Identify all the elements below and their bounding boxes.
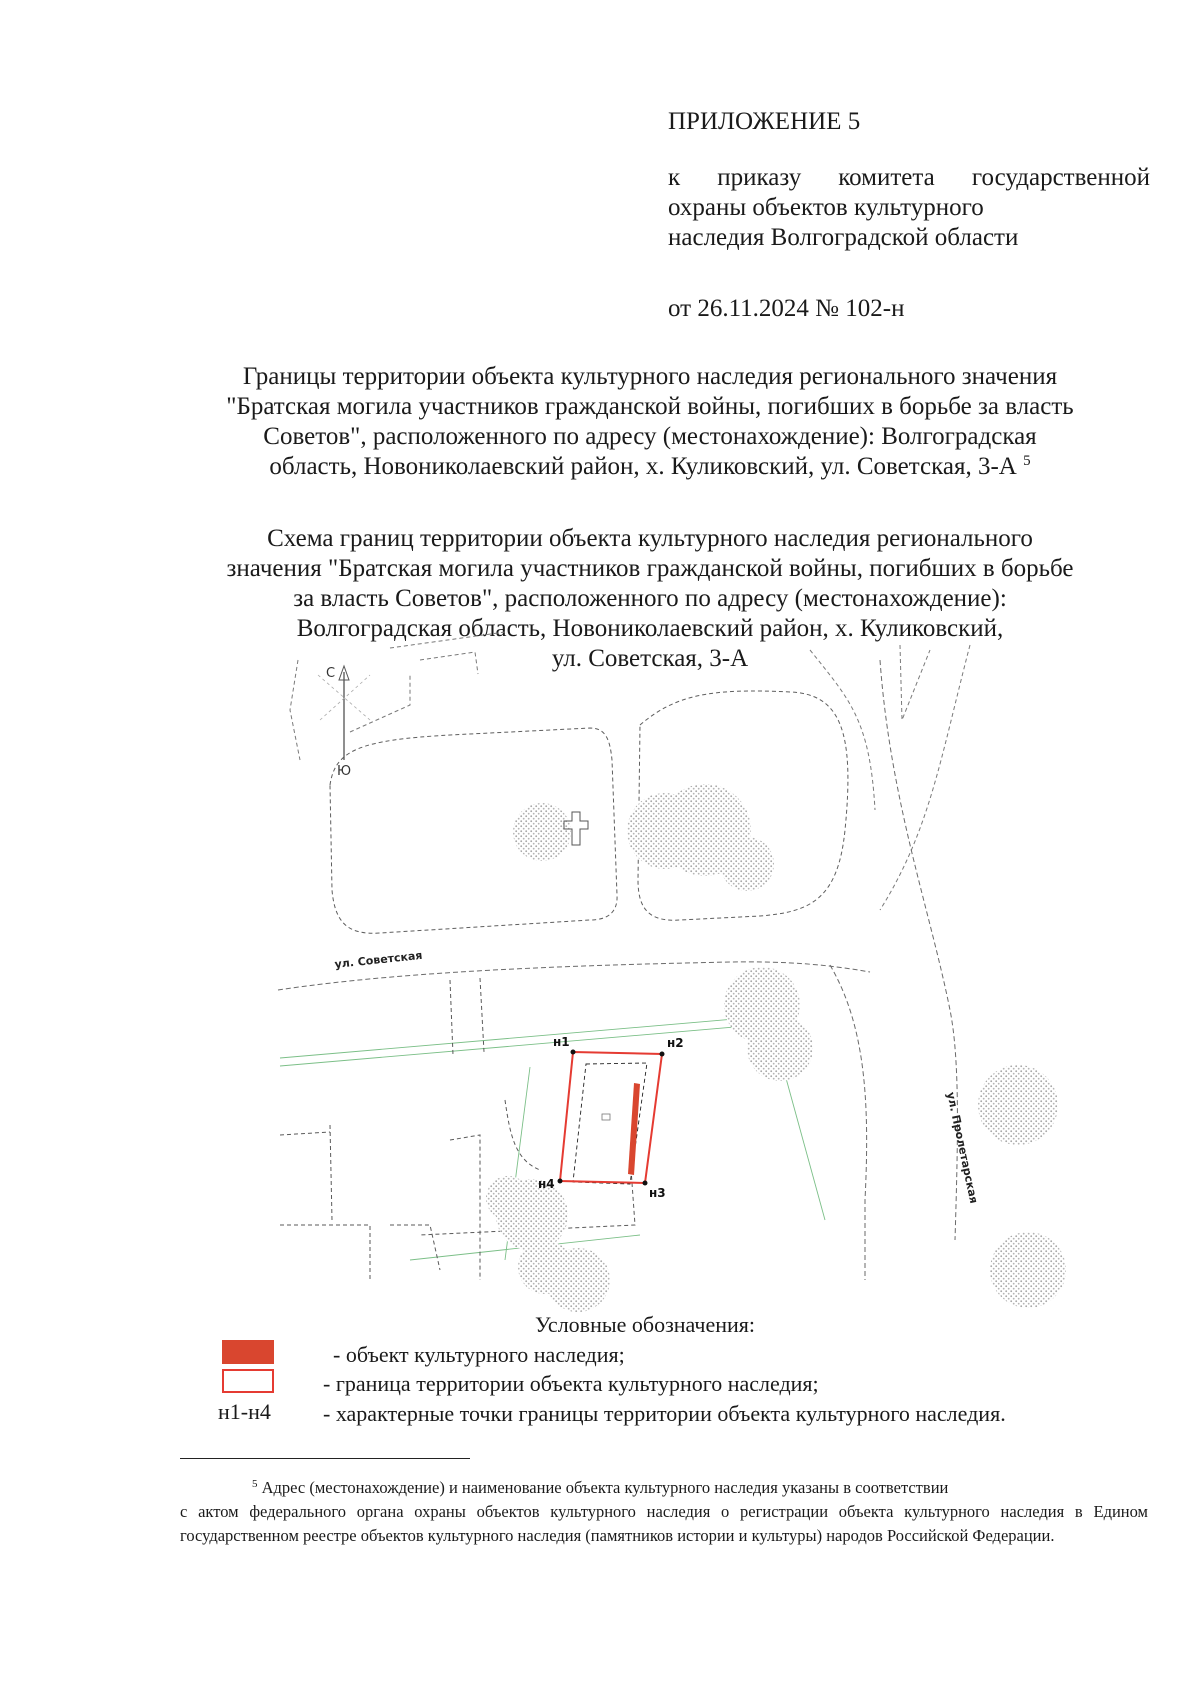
tree-icon: [486, 1176, 530, 1220]
tree-icon: [546, 1248, 610, 1312]
street-label-sovetskaya: ул. Советская: [333, 948, 423, 971]
tree-icon: [978, 1065, 1058, 1145]
heritage-object: [628, 1083, 640, 1175]
heading-line: Границы территории объекта культурного наследия регионального значения: [242, 363, 1058, 390]
footnote: [180, 1476, 1148, 1548]
plot-outlines: [280, 978, 635, 1280]
road-line: [880, 645, 970, 910]
heading-line: [150, 452, 1150, 482]
heading-line: Советов", расположенного по адресу (местонахождение): Волгоградская: [263, 423, 1037, 450]
boundary-point-n3: [643, 1181, 648, 1186]
footnote-separator: [180, 1458, 470, 1459]
boundary-point-n2: [660, 1052, 665, 1057]
footnote-reference: 5: [1023, 453, 1031, 469]
tree-icon: [720, 837, 774, 891]
appendix-reference-line: наследия Волгоградской области: [668, 224, 1019, 251]
point-label-n3: н3: [649, 1186, 666, 1200]
heading-line-text: область, Новониколаевский район, х. Куликовский, ул. Советская, 3-А: [269, 453, 1017, 480]
heading-line: Волгоградская область, Новониколаевский район, х. Куликовский,: [296, 615, 1004, 642]
scheme-heading: [150, 524, 1150, 674]
compass-north-label: С: [326, 666, 336, 681]
legend-points-label: н1-н4: [218, 1399, 271, 1424]
street-label-proletarskaya: ул. Пролетарская: [944, 1090, 981, 1205]
appendix-title: ПРИЛОЖЕНИЕ 5: [668, 108, 861, 135]
compass-south-label: Ю: [337, 764, 352, 779]
boundaries-heading: [150, 362, 1150, 482]
legend-item: - характерные точки границы территории объекта культурного наследия.: [323, 1401, 1006, 1426]
legend-boundary-swatch: [222, 1369, 274, 1393]
legend-item: - граница территории объекта культурного наследия;: [323, 1371, 819, 1396]
small-structure: [602, 1114, 610, 1120]
order-date-number: от 26.11.2024 № 102-н: [668, 295, 905, 322]
legend-title: Условные обозначения:: [535, 1312, 756, 1337]
legend-heritage-object-swatch: [222, 1340, 274, 1364]
footnote-number: 5: [252, 1478, 258, 1490]
road-edge: [880, 660, 957, 1240]
heading-line: за власть Советов", расположенного по адресу (местонахождение):: [293, 585, 1007, 612]
boundary-map: [290, 666, 1030, 1318]
footnote-body: с актом федерального органа охраны объектов культурного наследия о регистрации объекта культурного наследия в Едином государственном реестре объектов культурного наследия (памятников истории и культуры) народов Российской Федерации.: [180, 1502, 1148, 1545]
appendix-reference: [668, 163, 1150, 253]
appendix-reference-line: к приказу комитета государственной: [668, 164, 1150, 191]
tree-icon: [513, 803, 571, 861]
legend-item: - объект культурного наследия;: [333, 1342, 625, 1367]
road-edge: [830, 965, 867, 1280]
boundary-point-n1: [571, 1050, 576, 1055]
heading-line: "Братская могила участников гражданской войны, погибших в борьбе за власть: [226, 393, 1074, 420]
footnote-first-line: Адрес (местонахождение) и наименование объекта культурного наследия указаны в соответствии: [261, 1478, 949, 1497]
heading-line: Схема границ территории объекта культурного наследия регионального: [267, 525, 1033, 552]
tree-icon: [747, 1015, 813, 1081]
point-label-n2: н2: [667, 1036, 684, 1050]
heading-line: значения "Братская могила участников гражданской войны, погибших в борьбе: [226, 555, 1074, 582]
boundary-point-n4: [558, 1179, 563, 1184]
point-label-n4: н4: [538, 1177, 555, 1191]
park-block-outline: [330, 728, 617, 933]
point-label-n1: н1: [553, 1035, 570, 1049]
tree-icon: [990, 1232, 1066, 1308]
heading-line: ул. Советская, 3-А: [551, 645, 749, 672]
appendix-reference-line: охраны объектов культурного: [668, 194, 984, 221]
